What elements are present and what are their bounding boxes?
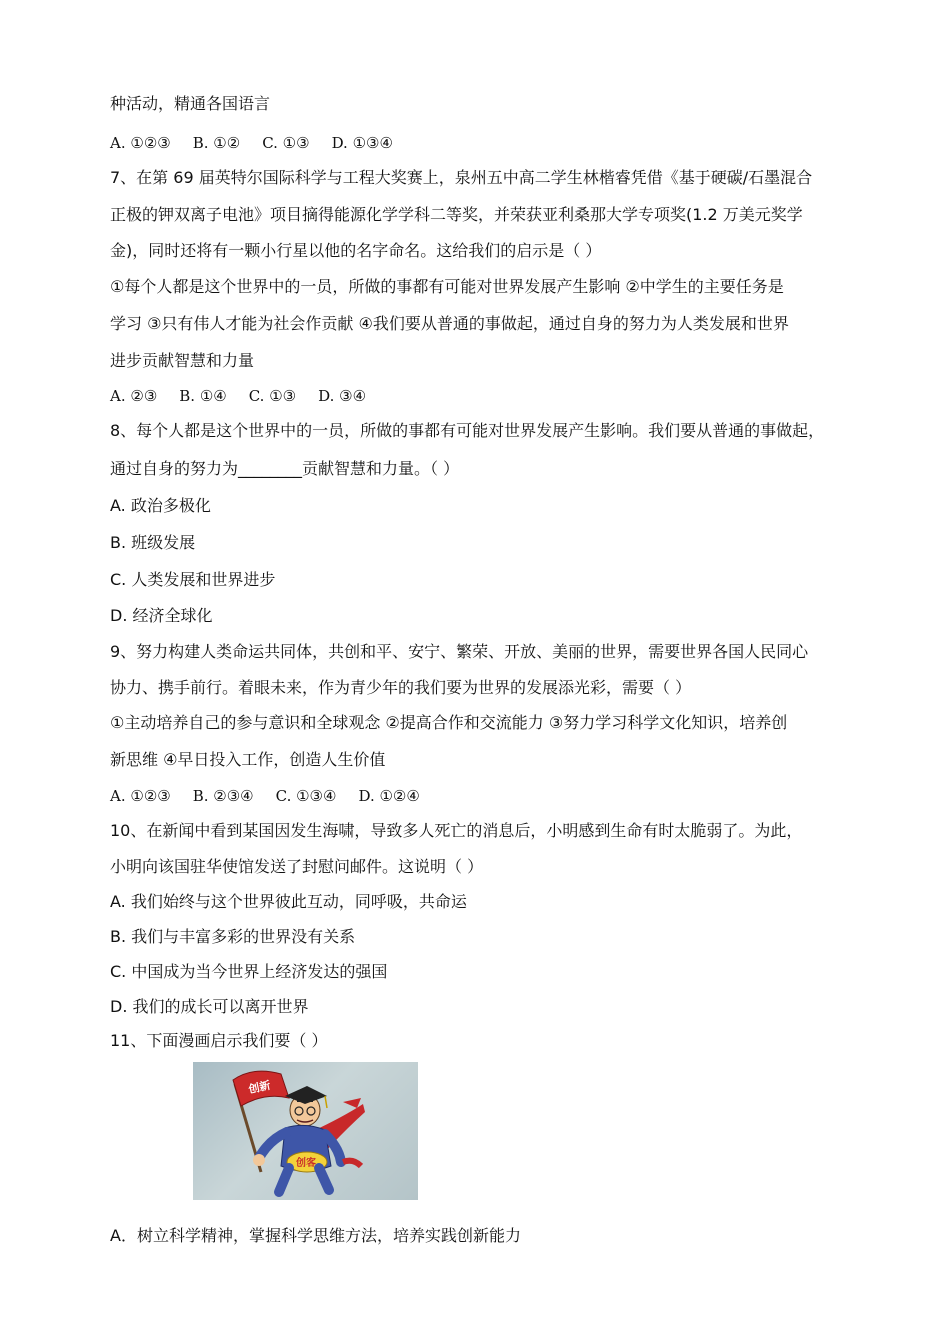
flag-text: 创新 bbox=[247, 1078, 272, 1097]
line-10: B. 班级发展 bbox=[110, 533, 196, 552]
line-7: 8、每个人都是这个世界中的一员，所做的事都有可能对世界发展产生影响。我们要从普通的事做起， bbox=[110, 421, 825, 440]
line-22: D. 我们的成长可以离开世界 bbox=[110, 997, 309, 1016]
option-d: D. ①③④ bbox=[331, 134, 393, 152]
line-1: 7、在第 69 届英特尔国际科学与工程大奖赛上，泉州五中高二学生林楷睿凭借《基于硬碳/石墨混合 bbox=[110, 168, 813, 187]
line-5: 学习 ③只有伟人才能为社会作贡献 ④我们要从普通的事做起，通过自身的努力为人类发展和世界 bbox=[110, 314, 789, 333]
option-c: C. ①③ bbox=[248, 387, 297, 405]
line-9: A. 政治多极化 bbox=[110, 496, 211, 515]
option-c: C. ①③④ bbox=[275, 787, 337, 805]
option-d: D. ①②④ bbox=[358, 787, 420, 805]
line-18: 小明向该国驻华使馆发送了封慰问邮件。这说明（ ） bbox=[110, 857, 484, 876]
option-a: A. ①②③ bbox=[110, 134, 171, 152]
line-2: 正极的钾双离子电池》项目摘得能源化学学科二等奖，并荣获亚利桑那大学专项奖(1.2 万美元奖学 bbox=[110, 205, 803, 224]
line-15: ①主动培养自己的参与意识和全球观念 ②提高合作和交流能力 ③努力学习科学文化知识，培养创 bbox=[110, 713, 788, 732]
options-q7 bbox=[110, 386, 388, 406]
line-8: 通过自身的努力为________贡献智慧和力量。（ ） bbox=[110, 459, 460, 478]
line-3: 金)，同时还将有一颗小行星以他的名字命名。这给我们的启示是（ ） bbox=[110, 241, 602, 260]
cartoon-image bbox=[193, 1062, 418, 1200]
line-16: 新思维 ④早日投入工作，创造人生价值 bbox=[110, 750, 386, 769]
option-b: B. ①② bbox=[192, 134, 241, 152]
option-a: A. ①②③ bbox=[110, 787, 171, 805]
line-23: 11、下面漫画启示我们要（ ） bbox=[110, 1031, 328, 1050]
line-4: ①每个人都是这个世界中的一员，所做的事都有可能对世界发展产生影响 ②中学生的主要任务是 bbox=[110, 277, 784, 296]
line-13: 9、努力构建人类命运共同体，共创和平、安宁、繁荣、开放、美丽的世界，需要世界各国人民同心 bbox=[110, 642, 809, 661]
option-b: B. ②③④ bbox=[192, 787, 254, 805]
line-24: A．树立科学精神，掌握科学思维方法，培养实践创新能力 bbox=[110, 1226, 521, 1245]
badge-text: 创客 bbox=[296, 1158, 316, 1169]
line-21: C. 中国成为当今世界上经济发达的强国 bbox=[110, 962, 388, 981]
line-17: 10、在新闻中看到某国因发生海啸，导致多人死亡的消息后，小明感到生命有时太脆弱了。为此， bbox=[110, 821, 803, 840]
option-c: C. ①③ bbox=[262, 134, 310, 152]
option-d: D. ③④ bbox=[318, 387, 367, 405]
line-11: C. 人类发展和世界进步 bbox=[110, 570, 276, 589]
line-12: D. 经济全球化 bbox=[110, 606, 213, 625]
option-a: A. ②③ bbox=[110, 387, 158, 405]
options-q9 bbox=[110, 786, 442, 806]
options-q6 bbox=[110, 133, 415, 153]
line-0: 种活动，精通各国语言 bbox=[110, 94, 271, 113]
line-20: B. 我们与丰富多彩的世界没有关系 bbox=[110, 927, 356, 946]
line-14: 协力、携手前行。着眼未来，作为青少年的我们要为世界的发展添光彩，需要（ ） bbox=[110, 678, 692, 697]
option-b: B. ①④ bbox=[179, 387, 227, 405]
line-19: A. 我们始终与这个世界彼此互动，同呼吸，共命运 bbox=[110, 892, 467, 911]
line-6: 进步贡献智慧和力量 bbox=[110, 351, 255, 370]
